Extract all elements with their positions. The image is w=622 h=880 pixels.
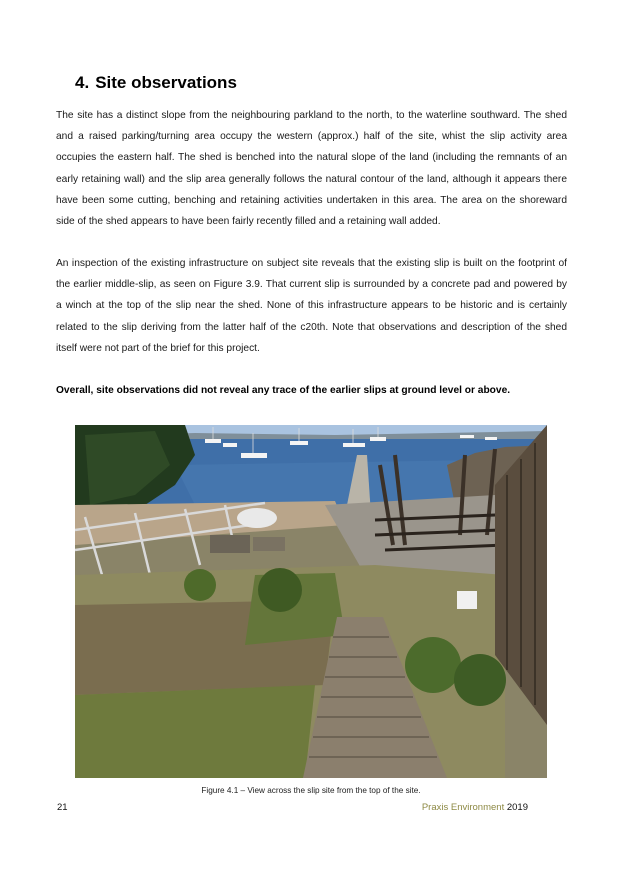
photo-slip-pad [325, 495, 505, 575]
photo-shrub [184, 569, 216, 601]
section-number: 4. [75, 73, 90, 92]
paragraph-conclusion: Overall, site observations did not reveal any trace of the earlier slips at ground level or above. [56, 385, 511, 396]
footer-brand: Praxis Environment [421, 802, 505, 813]
photo-table [210, 535, 250, 553]
section-heading [75, 73, 237, 93]
paragraph-site-slope: The site has a distinct slope from the neighbouring parkland to the north, to the waterline southward. The shed and a raised parking/turning area occupy the western (approx.) half of the site, whist the slip activity area occupies the eastern half. The shed is benched into the natural slope of the land (including the remnants of an early retaining wall) and the slip area generally follows the natural contour of the land, although it appears there have been some cutting, benching and retaining activities undertaken in this area. The area on the shoreward side of the shed appears to have been fairly recently filled and a retaining wall added. [56, 110, 567, 228]
section-title: Site observations [95, 73, 237, 92]
site-photo-illustration [75, 425, 547, 778]
photo-dinghy [237, 508, 277, 528]
page-number: 21 [57, 802, 68, 813]
figure-caption: Figure 4.1 – View across the slip site from the top of the site. [201, 786, 421, 795]
footer-year: 2019 [506, 802, 528, 813]
photo-bucket [457, 591, 477, 609]
footer-brand-line [422, 802, 528, 813]
site-photo [75, 425, 547, 778]
paragraph-infrastructure: An inspection of the existing infrastructure on subject site reveals that the existing slip is built on the footprint of the earlier middle-slip, as seen on Figure 3.9. That current slip is surrounded by a concrete pad and powered by a winch at the top of the slip near the shed. None of this infrastructure appears to be historic and is certainly related to the slip deriving from the latter half of the c20th. Note that observations and description of the shed itself were not part of the brief for this project. [56, 258, 567, 354]
